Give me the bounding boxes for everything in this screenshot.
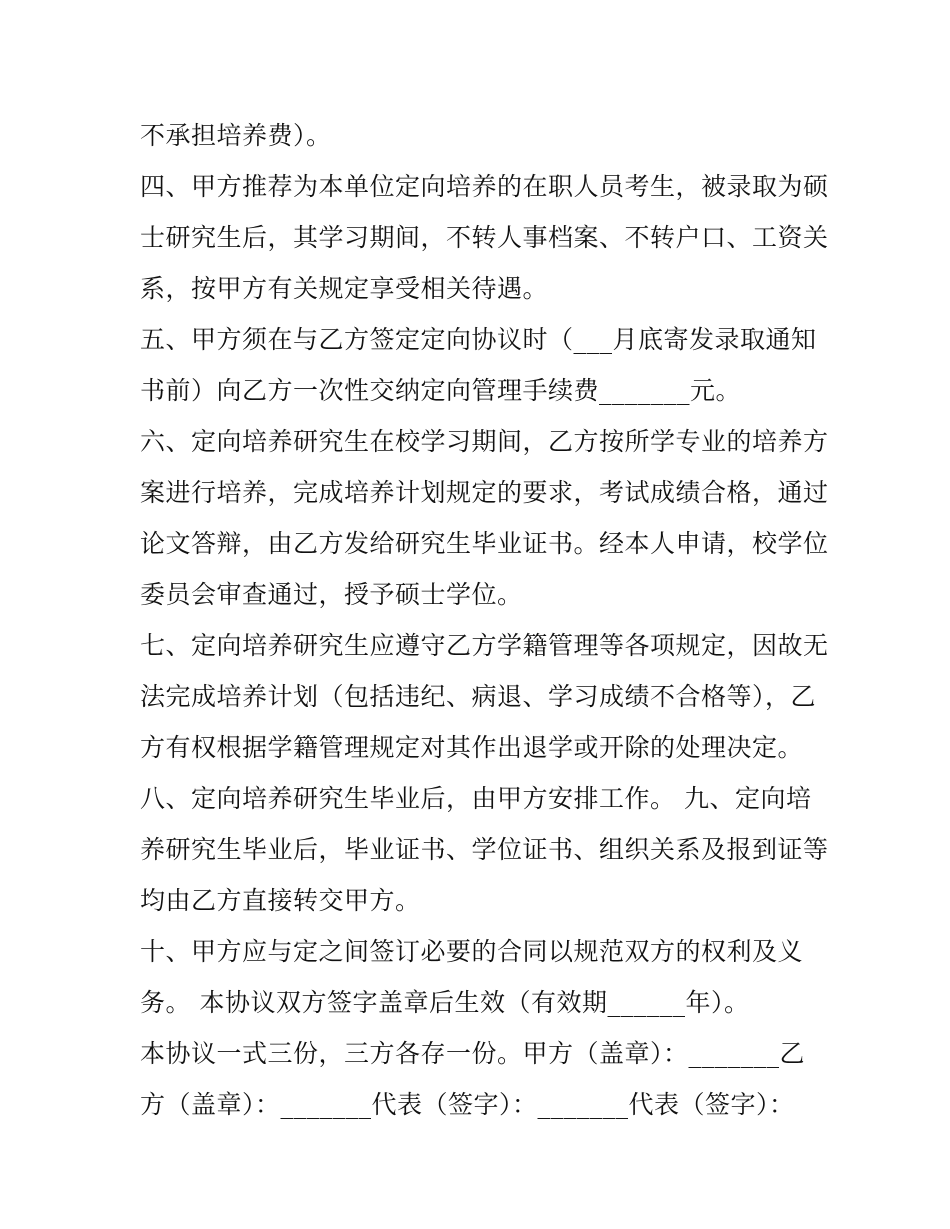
text-line: 本协议一式三份，三方各存一份。甲方（盖章）：_______乙 [140, 1039, 806, 1068]
text-line: 六、定向培养研究生在校学习期间，乙方按所学专业的培养方 [140, 427, 829, 456]
text-line: 案进行培养，完成培养计划规定的要求，考试成绩合格，通过 [140, 478, 829, 507]
text-line: 书前）向乙方一次性交纳定向管理手续费_______元。 [140, 376, 742, 405]
text-line: 委员会审查通过，授予硕士学位。 [140, 580, 523, 609]
text-line: 八、定向培养研究生毕业后，由甲方安排工作。 九、定向培 [140, 784, 812, 813]
text-line: 系，按甲方有关规定享受相关待遇。 [140, 274, 549, 303]
text-line: 不承担培养费）。 [140, 121, 332, 150]
text-line: 法完成培养计划（包括违纪、病退、学习成绩不合格等），乙 [140, 682, 817, 711]
text-line: 士研究生后，其学习期间，不转人事档案、不转户口、工资关 [140, 223, 829, 252]
text-line: 方（盖章）：_______代表（签字）：_______代表（签字）： [140, 1090, 795, 1119]
text-line: 务。 本协议双方签字盖章后生效（有效期______年）。 [140, 988, 750, 1017]
text-line: 七、定向培养研究生应遵守乙方学籍管理等各项规定，因故无 [140, 631, 829, 660]
text-line: 十、甲方应与定之间签订必要的合同以规范双方的权利及义 [140, 937, 804, 966]
text-line: 养研究生毕业后，毕业证书、学位证书、组织关系及报到证等 [140, 835, 829, 864]
text-line: 五、甲方须在与乙方签定定向协议时（___月底寄发录取通知 [140, 325, 817, 354]
text-line: 四、甲方推荐为本单位定向培养的在职人员考生，被录取为硕 [140, 172, 829, 201]
text-line: 均由乙方直接转交甲方。 [140, 886, 421, 915]
agreement-text [140, 110, 829, 1130]
text-line: 方有权根据学籍管理规定对其作出退学或开除的处理决定。 [140, 733, 804, 762]
text-line: 论文答辩，由乙方发给研究生毕业证书。经本人申请，校学位 [140, 529, 829, 558]
